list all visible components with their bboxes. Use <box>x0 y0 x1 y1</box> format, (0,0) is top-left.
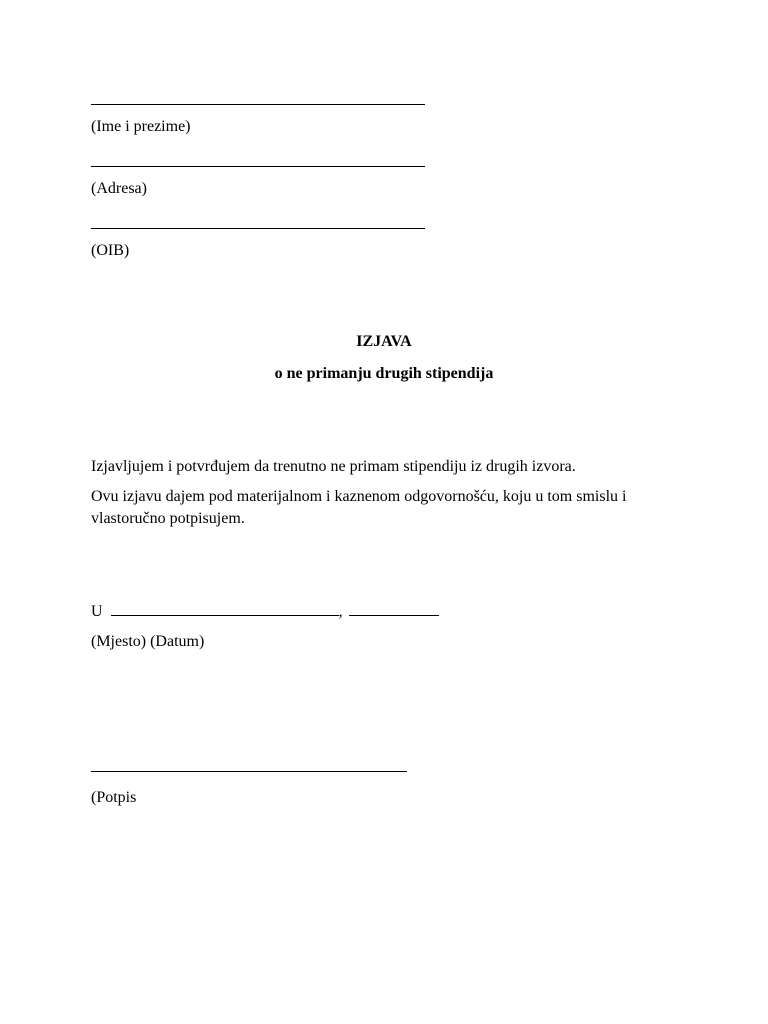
place-date-separator: , <box>338 603 343 620</box>
document-title: IZJAVA <box>356 333 412 350</box>
place-fill-blank <box>111 601 339 616</box>
date-fill-blank <box>349 601 439 616</box>
oib-label: (OIB) <box>91 242 130 259</box>
address-fill-line <box>91 166 425 167</box>
signature-label: (Potpis <box>91 789 137 806</box>
statement-paragraph-1: Izjavljujem i potvrđujem da trenutno ne primam stipendiju iz drugih izvora. <box>91 458 576 475</box>
statement-paragraph-2: Ovu izjavu dajem pod materijalnom i kaznenom odgovornošću, koju u tom smislu i vlastoručno potpisujem. <box>91 488 627 527</box>
oib-fill-line <box>91 228 425 229</box>
place-date-line <box>91 601 439 622</box>
place-date-labels: (Mjesto) (Datum) <box>91 633 205 650</box>
document-subtitle: o ne primanju drugih stipendija <box>274 365 494 382</box>
address-label: (Adresa) <box>91 180 147 197</box>
signature-fill-line <box>91 771 407 772</box>
name-label: (Ime i prezime) <box>91 118 191 135</box>
name-fill-line <box>91 104 425 105</box>
place-prefix: U <box>91 603 103 620</box>
